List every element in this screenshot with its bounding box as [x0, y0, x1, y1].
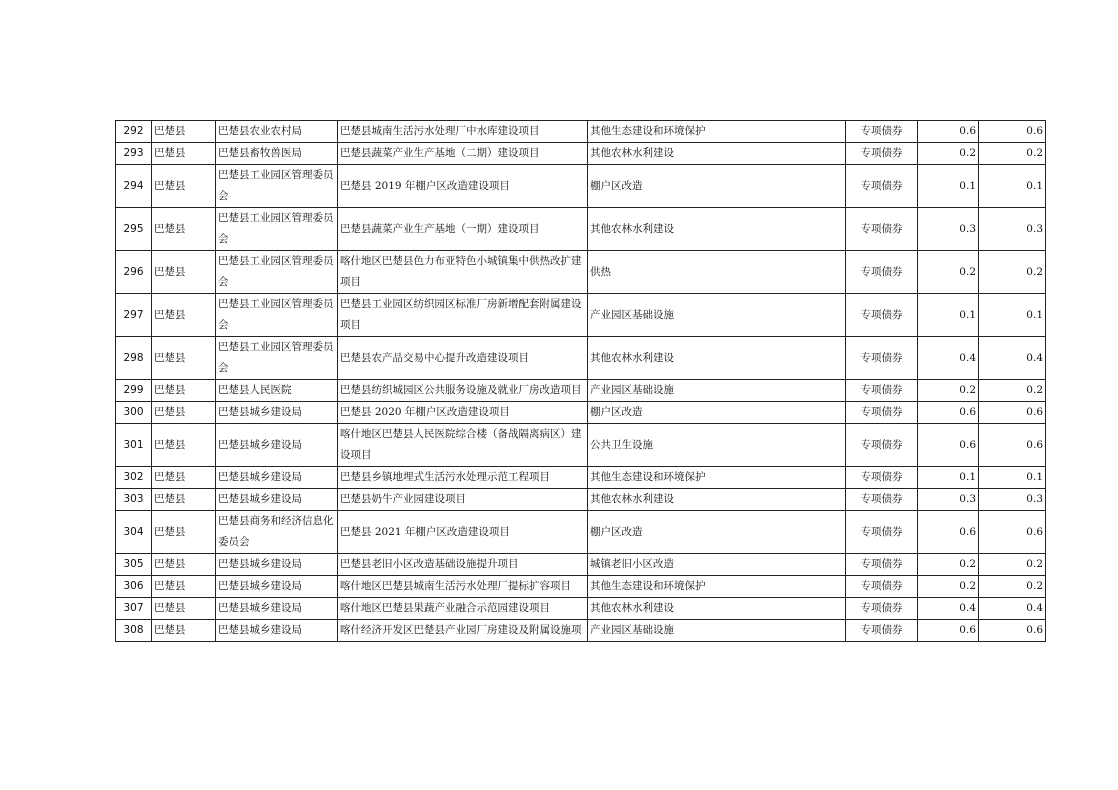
table-row: [116, 294, 1046, 337]
county-cell: 巴楚县: [152, 251, 216, 294]
county-cell: 巴楚县: [152, 576, 216, 598]
row-number: 303: [116, 489, 152, 511]
project-name-cell: 巴楚县蔬菜产业生产基地（二期）建设项目: [338, 143, 588, 165]
bond-type-cell: 专项债券: [846, 511, 918, 554]
table-row: [116, 143, 1046, 165]
amount-total-cell: 0.6: [979, 424, 1046, 467]
amount-total-cell: 0.6: [979, 620, 1046, 642]
bond-type-cell: 专项债券: [846, 554, 918, 576]
county-cell: 巴楚县: [152, 380, 216, 402]
row-number: 300: [116, 402, 152, 424]
row-number: 306: [116, 576, 152, 598]
category-cell: 其他农林水利建设: [588, 598, 846, 620]
table-row: [116, 598, 1046, 620]
table-row: [116, 208, 1046, 251]
county-cell: 巴楚县: [152, 511, 216, 554]
category-cell: 公共卫生设施: [588, 424, 846, 467]
row-number: 308: [116, 620, 152, 642]
amount-cell: 0.6: [918, 511, 979, 554]
unit-cell: 巴楚县城乡建设局: [216, 598, 338, 620]
row-number: 293: [116, 143, 152, 165]
table-row: [116, 337, 1046, 380]
table-row: [116, 380, 1046, 402]
project-name-cell: 喀什地区巴楚县色力布亚特色小城镇集中供热改扩建项目: [338, 251, 588, 294]
table-row: [116, 511, 1046, 554]
category-cell: 产业园区基础设施: [588, 620, 846, 642]
amount-total-cell: 0.2: [979, 576, 1046, 598]
bond-type-cell: 专项债券: [846, 143, 918, 165]
unit-cell: 巴楚县城乡建设局: [216, 554, 338, 576]
category-cell: 产业园区基础设施: [588, 294, 846, 337]
amount-total-cell: 0.3: [979, 489, 1046, 511]
category-cell: 棚户区改造: [588, 165, 846, 208]
amount-cell: 0.2: [918, 576, 979, 598]
unit-cell: 巴楚县城乡建设局: [216, 620, 338, 642]
county-cell: 巴楚县: [152, 489, 216, 511]
table-row: [116, 620, 1046, 642]
row-number: 292: [116, 121, 152, 143]
amount-total-cell: 0.2: [979, 554, 1046, 576]
amount-total-cell: 0.6: [979, 402, 1046, 424]
project-name-cell: 巴楚县乡镇地埋式生活污水处理示范工程项目: [338, 467, 588, 489]
amount-total-cell: 0.2: [979, 380, 1046, 402]
project-name-cell: 巴楚县 2021 年棚户区改造建设项目: [338, 511, 588, 554]
amount-cell: 0.4: [918, 337, 979, 380]
row-number: 299: [116, 380, 152, 402]
bond-type-cell: 专项债券: [846, 489, 918, 511]
project-name-cell: 喀什地区巴楚县人民医院综合楼（备战隔离病区）建设项目: [338, 424, 588, 467]
unit-cell: 巴楚县工业园区管理委员会: [216, 337, 338, 380]
amount-cell: 0.6: [918, 620, 979, 642]
amount-cell: 0.3: [918, 489, 979, 511]
county-cell: 巴楚县: [152, 165, 216, 208]
unit-cell: 巴楚县城乡建设局: [216, 576, 338, 598]
amount-cell: 0.2: [918, 251, 979, 294]
table-row: [116, 424, 1046, 467]
table-row: [116, 489, 1046, 511]
amount-cell: 0.4: [918, 598, 979, 620]
category-cell: 城镇老旧小区改造: [588, 554, 846, 576]
project-name-cell: 巴楚县蔬菜产业生产基地（一期）建设项目: [338, 208, 588, 251]
county-cell: 巴楚县: [152, 208, 216, 251]
category-cell: 棚户区改造: [588, 511, 846, 554]
row-number: 302: [116, 467, 152, 489]
amount-total-cell: 0.6: [979, 511, 1046, 554]
unit-cell: 巴楚县农业农村局: [216, 121, 338, 143]
row-number: 301: [116, 424, 152, 467]
category-cell: 其他农林水利建设: [588, 143, 846, 165]
amount-cell: 0.2: [918, 143, 979, 165]
category-cell: 其他农林水利建设: [588, 489, 846, 511]
project-name-cell: 巴楚县老旧小区改造基础设施提升项目: [338, 554, 588, 576]
category-cell: 其他农林水利建设: [588, 208, 846, 251]
bond-type-cell: 专项债券: [846, 467, 918, 489]
bond-type-cell: 专项债券: [846, 402, 918, 424]
bond-type-cell: 专项债券: [846, 121, 918, 143]
project-name-cell: 巴楚县农产品交易中心提升改造建设项目: [338, 337, 588, 380]
amount-total-cell: 0.2: [979, 251, 1046, 294]
unit-cell: 巴楚县城乡建设局: [216, 402, 338, 424]
row-number: 296: [116, 251, 152, 294]
bond-type-cell: 专项债券: [846, 294, 918, 337]
county-cell: 巴楚县: [152, 402, 216, 424]
amount-total-cell: 0.1: [979, 165, 1046, 208]
bond-type-cell: 专项债券: [846, 251, 918, 294]
table-row: [116, 576, 1046, 598]
bond-type-cell: 专项债券: [846, 165, 918, 208]
bond-type-cell: 专项债券: [846, 598, 918, 620]
table-body: [116, 121, 1046, 642]
project-name-cell: 巴楚县城南生活污水处理厂中水库建设项目: [338, 121, 588, 143]
amount-cell: 0.2: [918, 554, 979, 576]
table-row: [116, 554, 1046, 576]
amount-cell: 0.6: [918, 121, 979, 143]
unit-cell: 巴楚县畜牧兽医局: [216, 143, 338, 165]
project-name-cell: 喀什地区巴楚县城南生活污水处理厂提标扩容项目: [338, 576, 588, 598]
bond-type-cell: 专项债券: [846, 424, 918, 467]
amount-cell: 0.1: [918, 294, 979, 337]
project-name-cell: 巴楚县工业园区纺织园区标准厂房新增配套附属建设项目: [338, 294, 588, 337]
unit-cell: 巴楚县工业园区管理委员会: [216, 208, 338, 251]
amount-cell: 0.2: [918, 380, 979, 402]
table-row: [116, 251, 1046, 294]
project-name-cell: 巴楚县 2019 年棚户区改造建设项目: [338, 165, 588, 208]
county-cell: 巴楚县: [152, 554, 216, 576]
table-row: [116, 121, 1046, 143]
amount-cell: 0.6: [918, 424, 979, 467]
unit-cell: 巴楚县商务和经济信息化委员会: [216, 511, 338, 554]
bond-type-cell: 专项债券: [846, 380, 918, 402]
amount-cell: 0.3: [918, 208, 979, 251]
category-cell: 供热: [588, 251, 846, 294]
project-name-cell: 巴楚县纺织城园区公共服务设施及就业厂房改造项目: [338, 380, 588, 402]
category-cell: 其他农林水利建设: [588, 337, 846, 380]
project-table: [115, 120, 1046, 642]
project-name-cell: 喀什地区巴楚县果蔬产业融合示范园建设项目: [338, 598, 588, 620]
unit-cell: 巴楚县城乡建设局: [216, 489, 338, 511]
unit-cell: 巴楚县人民医院: [216, 380, 338, 402]
county-cell: 巴楚县: [152, 424, 216, 467]
county-cell: 巴楚县: [152, 294, 216, 337]
unit-cell: 巴楚县工业园区管理委员会: [216, 294, 338, 337]
category-cell: 其他生态建设和环境保护: [588, 467, 846, 489]
county-cell: 巴楚县: [152, 598, 216, 620]
county-cell: 巴楚县: [152, 337, 216, 380]
category-cell: 棚户区改造: [588, 402, 846, 424]
bond-type-cell: 专项债券: [846, 620, 918, 642]
county-cell: 巴楚县: [152, 620, 216, 642]
amount-total-cell: 0.3: [979, 208, 1046, 251]
category-cell: 其他生态建设和环境保护: [588, 121, 846, 143]
unit-cell: 巴楚县城乡建设局: [216, 467, 338, 489]
bond-type-cell: 专项债券: [846, 208, 918, 251]
table-row: [116, 165, 1046, 208]
bond-type-cell: 专项债券: [846, 576, 918, 598]
bond-type-cell: 专项债券: [846, 337, 918, 380]
amount-total-cell: 0.1: [979, 467, 1046, 489]
row-number: 297: [116, 294, 152, 337]
project-name-cell: 喀什经济开发区巴楚县产业园厂房建设及附属设施项: [338, 620, 588, 642]
row-number: 294: [116, 165, 152, 208]
row-number: 295: [116, 208, 152, 251]
amount-cell: 0.6: [918, 402, 979, 424]
table-row: [116, 467, 1046, 489]
unit-cell: 巴楚县工业园区管理委员会: [216, 165, 338, 208]
amount-cell: 0.1: [918, 165, 979, 208]
table-row: [116, 402, 1046, 424]
amount-total-cell: 0.1: [979, 294, 1046, 337]
row-number: 307: [116, 598, 152, 620]
row-number: 304: [116, 511, 152, 554]
amount-total-cell: 0.2: [979, 143, 1046, 165]
project-name-cell: 巴楚县 2020 年棚户区改造建设项目: [338, 402, 588, 424]
amount-total-cell: 0.4: [979, 337, 1046, 380]
amount-cell: 0.1: [918, 467, 979, 489]
amount-total-cell: 0.6: [979, 121, 1046, 143]
unit-cell: 巴楚县城乡建设局: [216, 424, 338, 467]
row-number: 298: [116, 337, 152, 380]
row-number: 305: [116, 554, 152, 576]
county-cell: 巴楚县: [152, 143, 216, 165]
category-cell: 其他生态建设和环境保护: [588, 576, 846, 598]
amount-total-cell: 0.4: [979, 598, 1046, 620]
unit-cell: 巴楚县工业园区管理委员会: [216, 251, 338, 294]
county-cell: 巴楚县: [152, 467, 216, 489]
project-name-cell: 巴楚县奶牛产业园建设项目: [338, 489, 588, 511]
category-cell: 产业园区基础设施: [588, 380, 846, 402]
county-cell: 巴楚县: [152, 121, 216, 143]
